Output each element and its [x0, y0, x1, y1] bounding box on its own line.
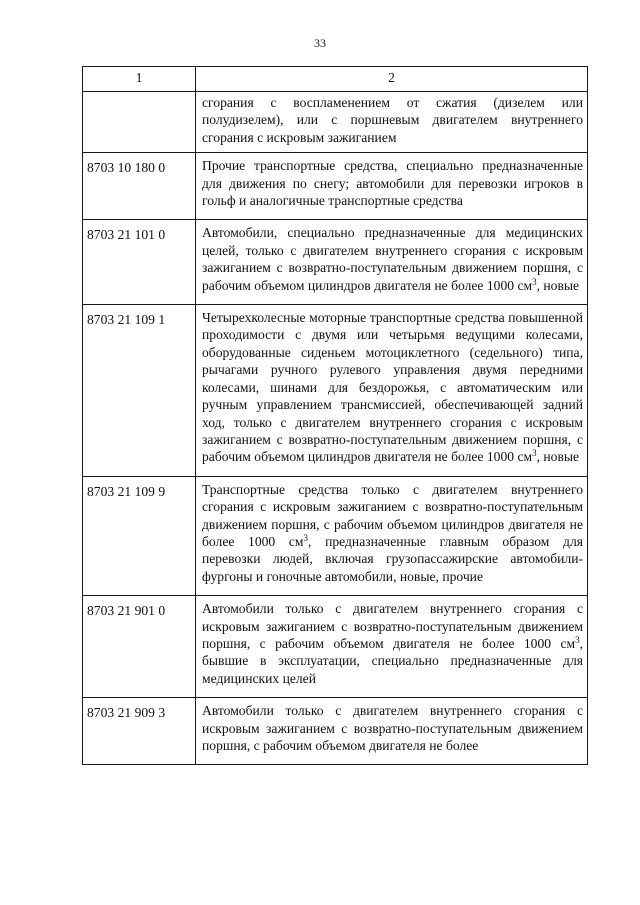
table-row: [83, 476, 588, 595]
description-text-tail: , предназначенные главным образом для перевозки людей, включая грузопассажирские автомобили-фургоны и гоночные автомобили, новые, прочие: [202, 533, 583, 584]
superscript: 3: [303, 532, 309, 543]
code-cell: 8703 21 909 3: [83, 698, 196, 765]
code-cell: 8703 21 901 0: [83, 596, 196, 698]
superscript: 3: [575, 634, 580, 645]
code-cell: [83, 92, 196, 153]
page-number: 33: [314, 36, 326, 50]
superscript: 3: [532, 276, 537, 287]
table-row: [83, 698, 588, 765]
tariff-table: [82, 66, 588, 765]
table-row: [83, 596, 588, 698]
description-cell: [196, 596, 588, 698]
table-row: [83, 220, 588, 305]
column-header-code: 1: [83, 67, 196, 92]
description-cell: Прочие транспортные средства, специально предназначенные для движения по снегу; автомобили для перевозки игроков в гольф и аналогичные транспортные средства: [196, 153, 588, 220]
description-cell: Автомобили только с двигателем внутреннего сгорания с искровым зажиганием с возвратно-поступательным движением поршня, с рабочим объемом двигателя не более: [196, 698, 588, 765]
table-row: [83, 305, 588, 477]
code-cell: 8703 21 101 0: [83, 220, 196, 305]
description-cell: сгорания с воспламенением от сжатия (дизелем или полудизелем), или с поршневым двигателем внутреннего сгорания с искровым зажиганием: [196, 92, 588, 153]
description-text-tail: , новые: [536, 449, 580, 465]
table-row: [83, 92, 588, 153]
column-header-description: 2: [196, 67, 588, 92]
description-text: Автомобили, специально предназначенные для медицинских целей, только с двигателем внутреннего сгорания с искровым зажиганием с возвратно-поступательным движением поршня, с рабочим объемом цилиндров двигателя не более 1000 см: [202, 225, 583, 293]
table-header-row: [83, 67, 588, 92]
description-text: Автомобили только с двигателем внутреннего сгорания с искровым зажиганием с возвратно-поступательным движением поршня, с рабочим объемом двигателя не более 1000 см: [202, 601, 583, 651]
description-cell: [196, 305, 588, 477]
description-text: Четырехколесные моторные транспортные средства повышенной проходимости с двумя или четырьмя ведущими колесами, оборудованные сиденьем мотоциклетного (седельного) типа, рычагами ручного рулевого управления двумя передними колесами, шинами для бездорожья, с автоматическим или ручным управлением трансмиссией, обеспечивающей задний ход, только с двигателем внутреннего сгорания с искровым зажиганием с возвратно-поступательным движением поршня, с рабочим объемом цилиндров двигателя не более 1000 см: [202, 310, 583, 465]
description-cell: [196, 476, 588, 595]
superscript: 3: [532, 448, 537, 459]
description-text-tail: , бывшие в эксплуатации, специально предназначенные для медицинских целей: [202, 635, 583, 686]
code-cell: 8703 21 109 9: [83, 476, 196, 595]
description-text-tail: , новые: [536, 277, 580, 293]
table-row: [83, 153, 588, 220]
code-cell: 8703 21 109 1: [83, 305, 196, 477]
description-cell: [196, 220, 588, 305]
code-cell: 8703 10 180 0: [83, 153, 196, 220]
description-text: Транспортные средства только с двигателем внутреннего сгорания с искровым зажиганием с возвратно-поступательным движением поршня, с рабочим объемом цилиндров двигателя не более 1000 см: [202, 481, 583, 549]
